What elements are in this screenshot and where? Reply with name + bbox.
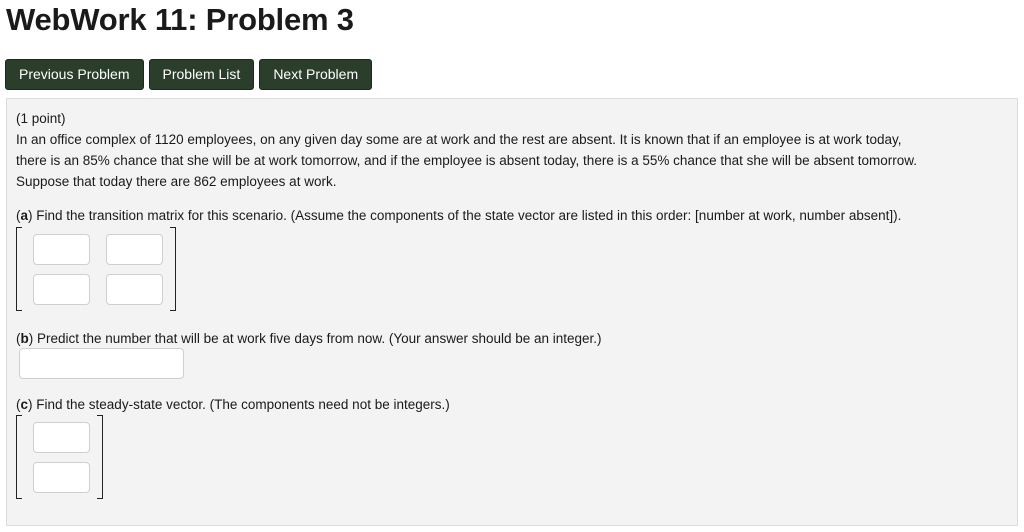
- matrix-left-bracket: [16, 227, 22, 311]
- steady-state-entry-1-input[interactable]: [33, 422, 90, 453]
- part-c-letter: c: [20, 397, 29, 412]
- part-a-prompt: (a) Find the transition matrix for this scenario. (Assume the components of the state vector are listed in this order: [number at work, number absent]).: [16, 208, 902, 223]
- page-title: WebWork 11: Problem 3: [6, 2, 354, 37]
- matrix-entry-2-1-input[interactable]: [33, 274, 90, 305]
- problem-text-line-2: there is an 85% chance that she will be at work tomorrow, and if the employee is absent today, there is a 55% chance that she will be absent tomorrow.: [16, 153, 917, 168]
- problem-text-line-1: In an office complex of 1120 employees, on any given day some are at work and the rest are absent. It is known that if an employee is at work today,: [16, 132, 902, 147]
- matrix-entry-2-2-input[interactable]: [106, 274, 163, 305]
- matrix-entry-1-1-input[interactable]: [33, 234, 90, 265]
- problem-points: (1 point): [16, 111, 66, 126]
- problem-navigation: [5, 59, 372, 90]
- next-problem-button[interactable]: Next Problem: [259, 59, 372, 90]
- matrix-right-bracket: [170, 227, 176, 311]
- part-b-prompt: (b) Predict the number that will be at work five days from now. (Your answer should be an integer.): [16, 331, 602, 346]
- part-c-prompt: (c) Find the steady-state vector. (The components need not be integers.): [16, 397, 450, 412]
- work-five-days-input[interactable]: [19, 348, 184, 379]
- vector-right-bracket: [97, 415, 103, 499]
- problem-text-line-3: Suppose that today there are 862 employees at work.: [16, 174, 337, 189]
- problem-panel: [6, 98, 1018, 526]
- part-b-letter: b: [20, 331, 29, 346]
- vector-left-bracket: [16, 415, 22, 499]
- matrix-entry-1-2-input[interactable]: [106, 234, 163, 265]
- previous-problem-button[interactable]: Previous Problem: [5, 59, 144, 90]
- part-a-letter: a: [20, 208, 29, 223]
- steady-state-entry-2-input[interactable]: [33, 462, 90, 493]
- problem-list-button[interactable]: Problem List: [149, 59, 255, 90]
